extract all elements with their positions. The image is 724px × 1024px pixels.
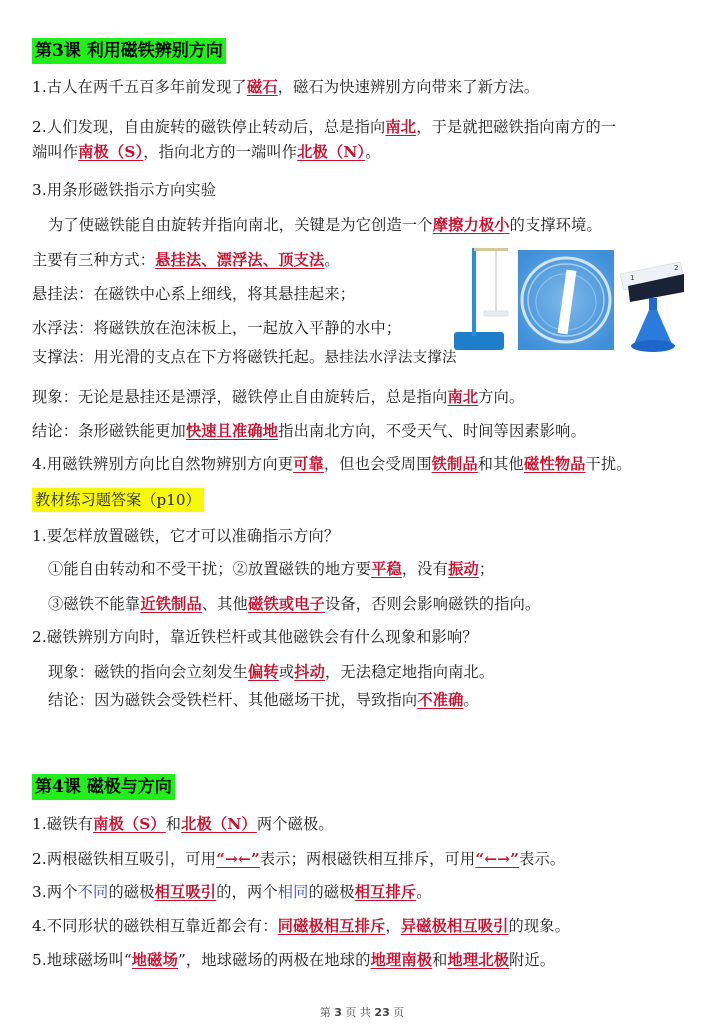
answer-highlight: 南极（S） (93, 815, 166, 833)
lesson4-heading: 第4课 磁极与方向 (32, 774, 175, 800)
page-number: 3 (334, 1006, 342, 1019)
floating-magnet-dish-image (518, 250, 614, 350)
answer-highlight: 平稳 (371, 560, 402, 578)
exercise-a1: ①能自由转动和不受干扰；②放置磁铁的地方要平稳，没有振动； (48, 560, 495, 578)
lesson3-methods: 主要有三种方式：悬挂法、漂浮法、顶支法。 (32, 251, 340, 269)
answer-highlight: 地理南极 (370, 951, 433, 969)
answer-highlight: 近铁制品 (140, 595, 202, 613)
answer-highlight: 北极（N） (181, 815, 257, 833)
lesson3-p4: 4.用磁铁辨别方向比自然物辨别方向更可靠，但也会受周围铁制品和其他磁性物品干扰。 (32, 455, 632, 473)
answer-highlight: 异磁极相互吸引 (400, 917, 509, 935)
answer-highlight: 南极（S） (78, 143, 144, 161)
lesson4-p1: 1.磁铁有南极（S）和北极（N）两个磁极。 (32, 815, 334, 833)
exercise-a2: ③磁铁不能靠近铁制品、其他磁铁或电子设备，否则会影响磁铁的指向。 (48, 595, 541, 613)
page-footer: 第 3 页 共 23 页 (319, 1006, 405, 1019)
lesson4-p3: 3.两个不同的磁极相互吸引的，两个相同的磁极相互排斥。 (32, 883, 432, 901)
lesson3-float-method: 水浮法：将磁铁放在泡沫板上，一起放入平静的水中； (32, 319, 402, 337)
answer-highlight: 地磁场 (131, 951, 178, 969)
answer-highlight: 可靠 (293, 455, 324, 473)
pivot-support-magnet-image (616, 256, 686, 356)
answer-highlight: 同磁极相互排斥 (277, 917, 386, 935)
lesson3-p3-title: 3.用条形磁铁指示方向实验 (32, 181, 217, 199)
answer-highlight: 摩擦力极小 (432, 216, 510, 234)
exercise-a4: 结论：因为磁铁会受铁栏杆、其他磁场干扰，导致指向不准确。 (48, 691, 479, 709)
lesson3-phenomenon: 现象：无论是悬挂还是漂浮，磁铁停止自由旋转后，总是指向南北方向。 (32, 388, 525, 406)
page-total: 23 (374, 1006, 390, 1019)
answer-highlight: 南北 (447, 388, 479, 406)
answer-highlight: 快速且准确地 (185, 422, 279, 440)
lesson3-p3-body: 为了使磁铁能自由旋转并指向南北，关键是为它创造一个摩擦力极小的支撑环境。 (48, 216, 602, 234)
answer-highlight: 悬挂法、漂浮法、顶支法 (155, 251, 325, 269)
figure-caption: 悬挂法水浮法支撑法 (324, 350, 457, 366)
exercises-heading: 教材练习题答案（p10） (32, 488, 204, 512)
answer-highlight: 不准确 (417, 691, 464, 709)
lesson3-hang-method: 悬挂法：在磁铁中心系上细线，将其悬挂起来； (32, 285, 356, 303)
lesson3-p2-line2: 端叫作南极（S），指向北方的一端叫作北极（N）。 (32, 143, 381, 161)
lesson4-p5: 5.地球磁场叫“地磁场”，地球磁场的两极在地球的地理南极和地理北极附近。 (32, 951, 556, 969)
answer-highlight: 北极（N） (297, 143, 366, 161)
svg-text:2: 2 (674, 264, 679, 272)
answer-highlight: “→←” (216, 850, 260, 868)
svg-text:1: 1 (630, 274, 635, 282)
lesson3-p2-line1: 2.人们发现，自由旋转的磁铁停止转动后，总是指向南北，于是就把磁铁指向南方的一 (32, 118, 617, 136)
hanging-magnet-stand-image (452, 244, 512, 356)
answer-highlight: 相互吸引 (154, 883, 217, 901)
answer-highlight: 磁铁或电子 (248, 595, 325, 613)
lesson3-conclusion: 结论：条形磁铁能更加快速且准确地指出南北方向，不受天气、时间等因素影响。 (32, 422, 586, 440)
lesson4-p2: 2.两根磁铁相互吸引，可用“→←”表示；两根磁铁相互排斥，可用“←→”表示。 (32, 850, 566, 868)
answer-highlight: 磁性物品 (523, 455, 586, 473)
answer-highlight: 磁石 (246, 78, 278, 96)
exercise-q2: 2.磁铁辨别方向时，靠近铁栏杆或其他磁铁会有什么现象和影响？ (32, 628, 478, 646)
answer-highlight: 振动 (448, 560, 479, 578)
answer-highlight: 铁制品 (431, 455, 478, 473)
answer-highlight: 抖动 (294, 663, 325, 681)
answer-highlight: 相互排斥 (354, 883, 417, 901)
answer-highlight: 地理北极 (447, 951, 510, 969)
exercise-q1: 1.要怎样放置磁铁，它才可以准确指示方向？ (32, 527, 340, 545)
lesson4-p4: 4.不同形状的磁铁相互靠近都会有：同磁极相互排斥，异磁极相互吸引的现象。 (32, 917, 571, 935)
lesson3-heading: 第3课 利用磁铁辨别方向 (32, 38, 226, 64)
lesson3-support-method: 支撑法：用光滑的支点在下方将磁铁托起。悬挂法水浮法支撑法 (32, 348, 457, 366)
lesson3-p1: 1.古人在两千五百多年前发现了磁石，磁石为快速辨别方向带来了新方法。 (32, 78, 540, 96)
answer-highlight: 偏转 (248, 663, 279, 681)
answer-highlight: “←→” (475, 850, 520, 868)
exercise-a3: 现象：磁铁的指向会立刻发生偏转或抖动，无法稳定地指向南北。 (48, 663, 495, 681)
answer-highlight: 南北 (385, 118, 417, 136)
